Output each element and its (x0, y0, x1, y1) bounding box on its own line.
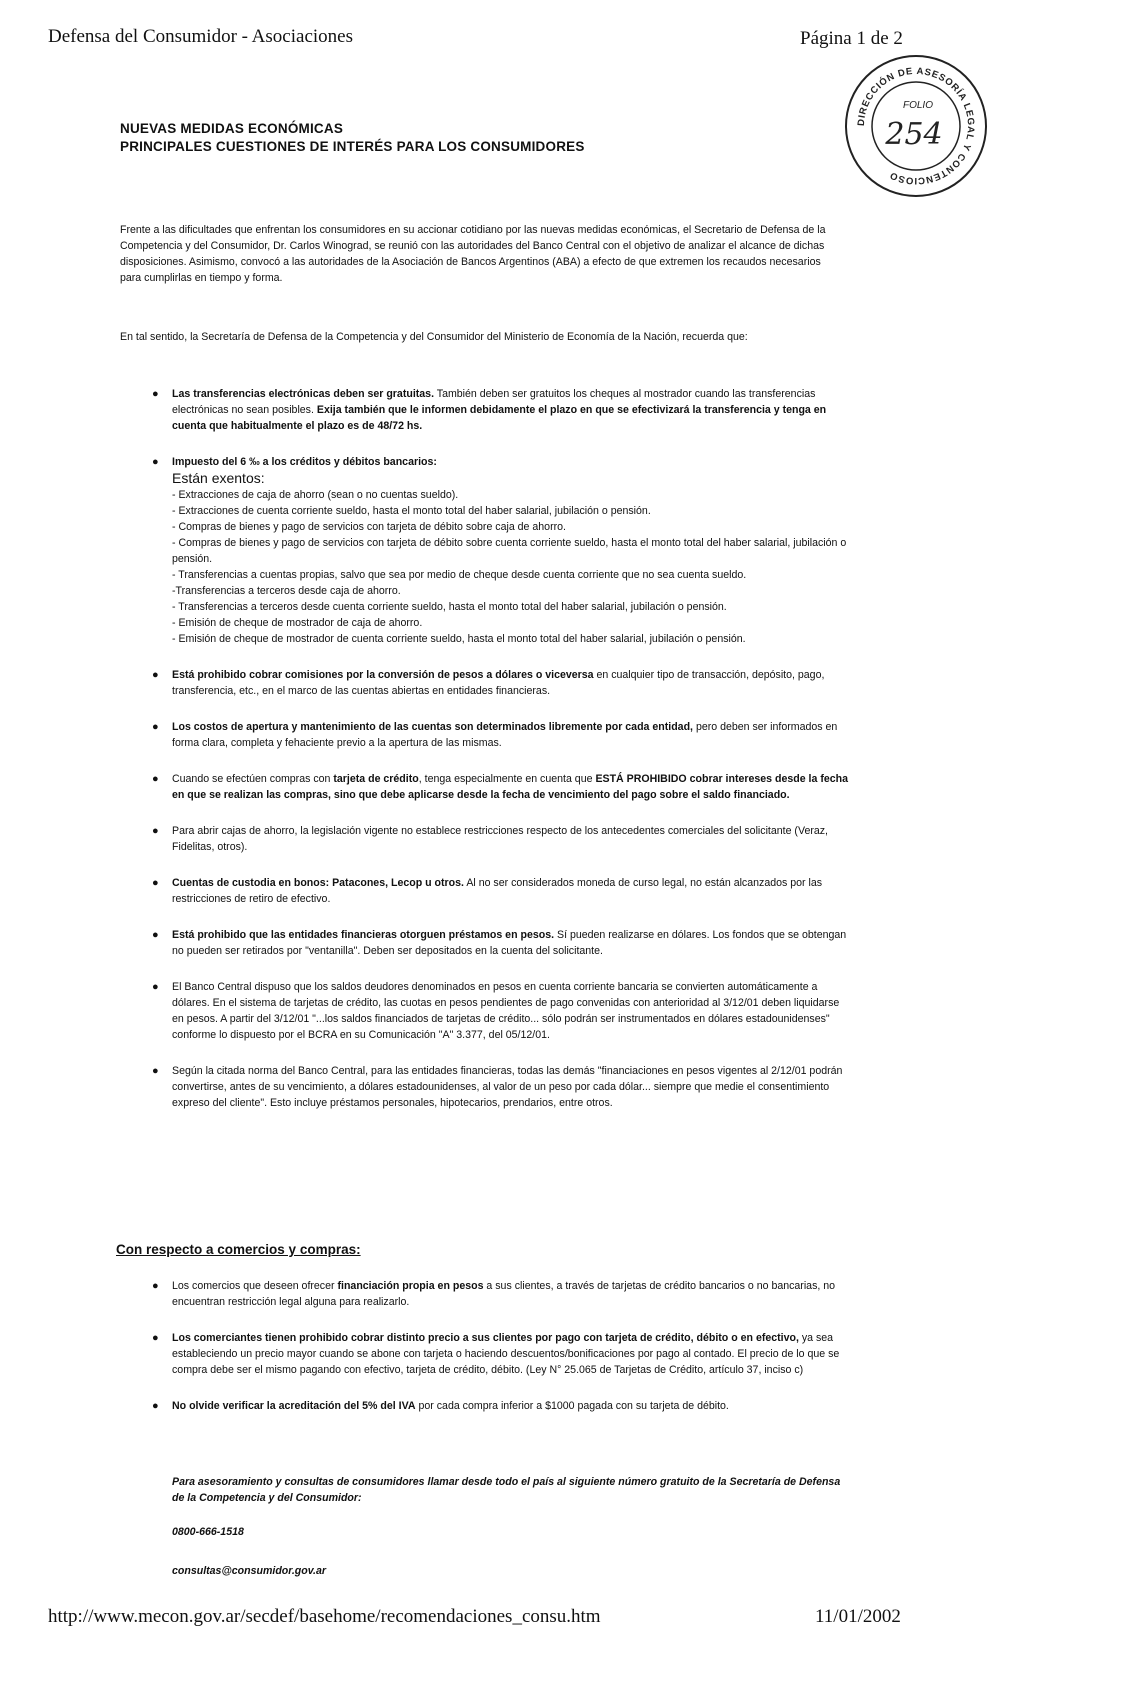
page-number: Página 1 de 2 (800, 28, 903, 49)
bullet-icon: ● (152, 388, 159, 400)
exemption-item: - Extracciones de cuenta corriente sueldo, hasta el monto total del haber salarial, jubilación o pensión. (172, 505, 651, 517)
bullet-icon: ● (152, 1280, 159, 1292)
folio-stamp (842, 52, 990, 200)
exemption-item: - Emisión de cheque de mostrador de caja de ahorro. (172, 617, 423, 629)
list-item: ● Impuesto del 6 ‰ a los créditos y débitos bancarios: Están exentos: - Extracciones de caja de ahorro (sean o no cuentas sueldo). - Extracciones de cuenta corriente sueldo, hasta el monto total del haber salarial, jubilación o pensión. - Compras de bienes y pago de servicios con tarjeta de débito sobre caja de ahorro. - Compras de bienes y pago de servicios con tarjeta de débito sobre cuenta corriente sueldo, hasta el monto total del haber salarial, jubilación o pensión. - Transferencias a cuentas propias, salvo que sea por medio de cheque desde cuenta corriente que no sea cuenta sueldo. -Transferencias a terceros desde caja de ahorro. - Transferencias a terceros desde cuenta corriente sueldo, hasta el monto total del haber salarial, jubilación o pensión. - Emisión de cheque de mostrador de caja de ahorro. - Emisión de cheque de mostrador de cuenta corriente sueldo, hasta el monto total del haber salarial, jubilación o pensión. (152, 456, 847, 645)
list-item: ● No olvide verificar la acreditación del 5% del IVA por cada compra inferior a $1000 pagada con su tarjeta de débito. (152, 1400, 729, 1412)
document-title: NUEVAS MEDIDAS ECONÓMICAS (120, 121, 344, 136)
stamp-folio-label: FOLIO (902, 100, 934, 111)
bullet-icon: ● (152, 773, 159, 785)
intro-paragraph-2: En tal sentido, la Secretaría de Defensa de la Competencia y del Consumidor del Ministerio de Economía de la Nación, recuerda que: (120, 331, 748, 343)
footer-url: http://www.mecon.gov.ar/secdef/basehome/recomendaciones_consu.htm (48, 1606, 601, 1627)
bullet-icon: ● (152, 825, 159, 837)
phone-number: 0800-666-1518 (172, 1526, 244, 1538)
list-item: ● Está prohibido que las entidades financieras otorguen préstamos en pesos. Sí pueden realizarse en dólares. Los fondos que se obtengan no pueden ser retirados por "ventanilla". Deben ser depositados en la cuenta del solicitante. (152, 929, 847, 957)
exemption-item: - Emisión de cheque de mostrador de cuenta corriente sueldo, hasta el monto total del haber salarial, jubilación o pensión. (172, 633, 746, 645)
page-header-title: Defensa del Consumidor - Asociaciones (48, 26, 353, 47)
list-item: ● El Banco Central dispuso que los saldos deudores denominados en pesos en cuenta corriente bancaria se convierten automáticamente a dólares. En el sistema de tarjetas de crédito, las cuotas en pesos pendientes de pago convenidas con anterioridad al 3/12/01 deben liquidarse en pesos. A partir del 3/12/01 "...los saldos financiados de tarjetas de crédito... sólo podrán ser instrumentados en dólares estadounidenses" conforme lo dispuesto por el BCRA en su Comunicación "A" 3.377, del 05/12/01. (152, 981, 840, 1041)
list-item: ● Los costos de apertura y mantenimiento de las cuentas son determinados libremente por cada entidad, pero deben ser informados en forma clara, completa y fehaciente previo a la apertura de las mismas. (152, 721, 838, 749)
exemption-item: - Transferencias a cuentas propias, salvo que sea por medio de cheque desde cuenta corriente que no sea cuenta sueldo. (172, 569, 747, 581)
document-subtitle: PRINCIPALES CUESTIONES DE INTERÉS PARA LOS CONSUMIDORES (120, 139, 585, 154)
stamp-folio-number: 254 (885, 117, 943, 152)
list-item: ● Está prohibido cobrar comisiones por la conversión de pesos a dólares o viceversa en cualquier tipo de transacción, depósito, pago, transferencia, etc., en el marco de las cuentas abiertas en entidades financieras. (152, 669, 825, 697)
bullet-icon: ● (152, 669, 159, 681)
list-item: ● Según la citada norma del Banco Central, para las entidades financieras, todas las demás "financiaciones en pesos vigentes al 2/12/01 podrán convertirse, antes de su vencimiento, a dólares estadounidenses, al valor de un peso por cada dólar... siempre que medie el consentimiento expreso del cliente". Esto incluye préstamos personales, hipotecarios, prendarios, entre otros. (152, 1065, 843, 1109)
bullet-icon: ● (152, 929, 159, 941)
intro-paragraph: Frente a las dificultades que enfrentan los consumidores en su accionar cotidiano por las nuevas medidas económicas, el Secretario de Defensa de la Competencia y del Consumidor, Dr. Carlos Winograd, se reunió con las autoridades del Banco Central con el objetivo de analizar el alcance de dichas disposiciones. Asimismo, convocó a las autoridades de la Asociación de Bancos Argentinos (ABA) a efecto de que extremen los recaudos necesarios para cumplirlas en tiempo y forma. (120, 224, 826, 284)
exemption-item: -Transferencias a terceros desde caja de ahorro. (172, 585, 401, 597)
bullet-icon: ● (152, 981, 159, 993)
bullet-icon: ● (152, 721, 159, 733)
bullet-icon: ● (152, 877, 159, 889)
commerce-list (148, 1278, 848, 1434)
footer-date: 11/01/2002 (815, 1606, 901, 1627)
bullet-icon: ● (152, 1332, 159, 1344)
bullet-icon: ● (152, 1400, 159, 1412)
list-item: ● Cuando se efectúen compras con tarjeta de crédito, tenga especialmente en cuenta que ESTÁ PROHIBIDO cobrar intereses desde la fecha en que se realizan las compras, sino que debe aplicarse desde la fecha de vencimiento del pago sobre el saldo financiado. (152, 773, 849, 801)
section-heading: Con respecto a comercios y compras: (116, 1242, 361, 1257)
list-item: ● Las transferencias electrónicas deben ser gratuitas. También deben ser gratuitos los cheques al mostrador cuando las transferencias electrónicas no sean posibles. Exija también que le informen debidamente el plazo en que se efectivizará la transferencia y tenga en cuenta que habitualmente el plazo es de 48/72 hs. (152, 388, 827, 432)
exemption-item: - Extracciones de caja de ahorro (sean o no cuentas sueldo). (172, 489, 459, 501)
list-item: ● Cuentas de custodia en bonos: Patacones, Lecop u otros. Al no ser considerados moneda de curso legal, no están alcanzados por las restricciones de retiro de efectivo. (152, 877, 823, 905)
list-item: ● Los comerciantes tienen prohibido cobrar distinto precio a sus clientes por pago con tarjeta de crédito, débito o en efectivo, ya sea estableciendo un precio mayor cuando se abone con tarjeta o haciendo descuentos/bonificaciones por pago al contado. El precio de lo que se compra debe ser el mismo pagando con efectivo, tarjeta de crédito, débito. (Ley N° 25.065 de Tarjetas de Crédito, artículo 37, inciso c) (152, 1332, 840, 1376)
measures-list (148, 386, 848, 1131)
stamp-ring-text: DIRECCIÓN DE ASESORÍA LEGAL Y CONTENCIOSO (855, 65, 977, 187)
exemption-item: - Transferencias a terceros desde cuenta corriente sueldo, hasta el monto total del haber salarial, jubilación o pensión. (172, 601, 727, 613)
contact-note: Para asesoramiento y consultas de consumidores llamar desde todo el país al siguiente número gratuito de la Secretaría de Defensa de la Competencia y del Consumidor: (172, 1476, 841, 1504)
list-item: ● Los comercios que deseen ofrecer financiación propia en pesos a sus clientes, a través de tarjetas de crédito bancarios o no bancarias, no encuentran restricción legal alguna para realizarlo. (152, 1280, 836, 1308)
exemption-item: - Compras de bienes y pago de servicios con tarjeta de débito sobre cuenta corriente sueldo, hasta el monto total del haber salarial, jubilación o pensión. (172, 537, 847, 565)
list-item: ● Para abrir cajas de ahorro, la legislación vigente no establece restricciones respecto de los antecedentes comerciales del solicitante (Veraz, Fidelitas, otros). (152, 825, 828, 853)
exemption-item: - Compras de bienes y pago de servicios con tarjeta de débito sobre caja de ahorro. (172, 521, 566, 533)
email-address: consultas@consumidor.gov.ar (172, 1565, 326, 1577)
bullet-icon: ● (152, 456, 159, 468)
bullet-icon: ● (152, 1065, 159, 1077)
